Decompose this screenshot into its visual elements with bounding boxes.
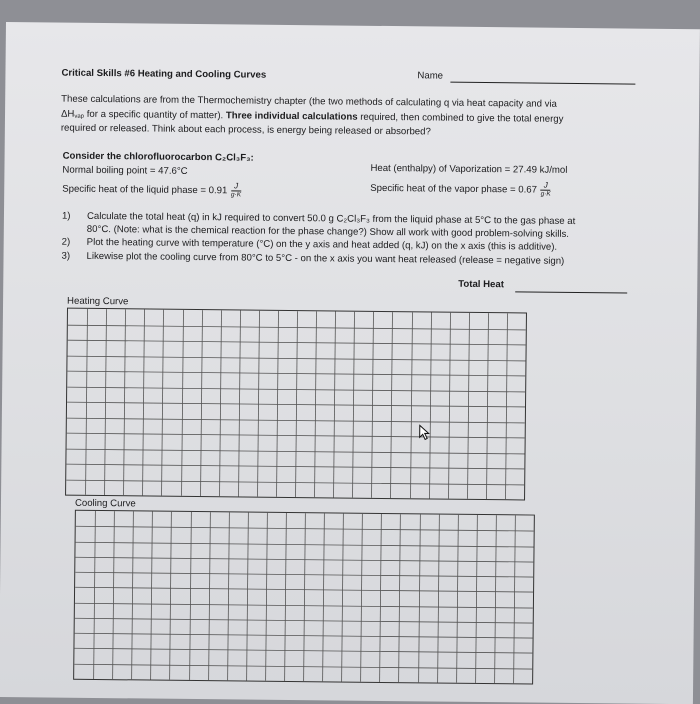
- intro-line-1: These calculations are from the Thermochemistry chapter (the two methods of calculating q via heat capacity and via: [61, 93, 557, 110]
- heating-grid-lines: [66, 309, 526, 500]
- worksheet-title: Critical Skills #6 Heating and Cooling Curves: [61, 67, 267, 81]
- intro-line-3: required or released. Think about each process, is energy being released or absorbed?: [60, 122, 431, 138]
- unit-denominator: g·K: [230, 191, 242, 199]
- delta-h-subscript: vap: [74, 113, 85, 120]
- specific-heat-liquid: [62, 181, 241, 200]
- name-field-line[interactable]: [450, 82, 635, 85]
- worksheet-page: [0, 22, 700, 704]
- question-1-text: Calculate the total heat (q) in kJ required to convert 50.0 g C₂Cl₃F₃ from the liquid phase at 5°C to the gas phase at: [86, 210, 576, 227]
- question-3-text: Likewise plot the cooling curve from 80°C to 5°C - on the x axis you want heat released (release = negative sign): [86, 250, 565, 267]
- heating-curve-grid[interactable]: [65, 308, 527, 501]
- total-heat-field-line[interactable]: [515, 291, 627, 293]
- unit-denominator: g·K: [540, 190, 551, 198]
- specific-heat-liquid-unit: [231, 182, 241, 199]
- specific-heat-vapor-text: Specific heat of the vapor phase = 0.67: [370, 182, 538, 196]
- specific-heat-vapor-unit: [541, 182, 551, 199]
- delta-h-symbol: ΔH: [60, 108, 75, 120]
- specific-heat-liquid-text: Specific heat of the liquid phase = 0.91: [62, 183, 228, 197]
- unit-numerator: J: [231, 182, 241, 191]
- specific-heat-vapor: [370, 180, 551, 199]
- mouse-cursor-icon: [419, 424, 430, 440]
- intro-line-2-end: required, then combined to give the total energy: [357, 111, 564, 125]
- total-heat-label: Total Heat: [458, 278, 505, 291]
- question-1-continued: 80°C. (Note: what is the chemical reaction for the phase change?) Show all work with good problem-solving skills.: [86, 223, 570, 240]
- cooling-grid-lines: [74, 511, 534, 684]
- intro-line-2-bold: Three individual calculations: [225, 110, 358, 123]
- consider-heading: Consider the chlorofluorocarbon C₂Cl₃F₃:: [62, 150, 254, 164]
- unit-numerator: J: [541, 182, 551, 191]
- boiling-point: Normal boiling point = 47.6°C: [62, 164, 188, 177]
- cooling-curve-grid[interactable]: [73, 510, 535, 685]
- cooling-curve-label: Cooling Curve: [74, 497, 136, 510]
- heating-curve-label: Heating Curve: [67, 295, 129, 308]
- heat-of-vaporization: Heat (enthalpy) of Vaporization = 27.49 kJ/mol: [370, 162, 568, 176]
- question-1-number: 1): [61, 210, 71, 222]
- question-2-number: 2): [61, 236, 71, 248]
- name-label: Name: [417, 70, 444, 82]
- question-3-number: 3): [61, 250, 71, 262]
- question-2-text: Plot the heating curve with temperature (°C) on the y axis and heat added (q, kJ) on the x axis (this is additive).: [86, 236, 558, 253]
- intro-line-2-text: for a specific quantity of matter).: [84, 108, 226, 122]
